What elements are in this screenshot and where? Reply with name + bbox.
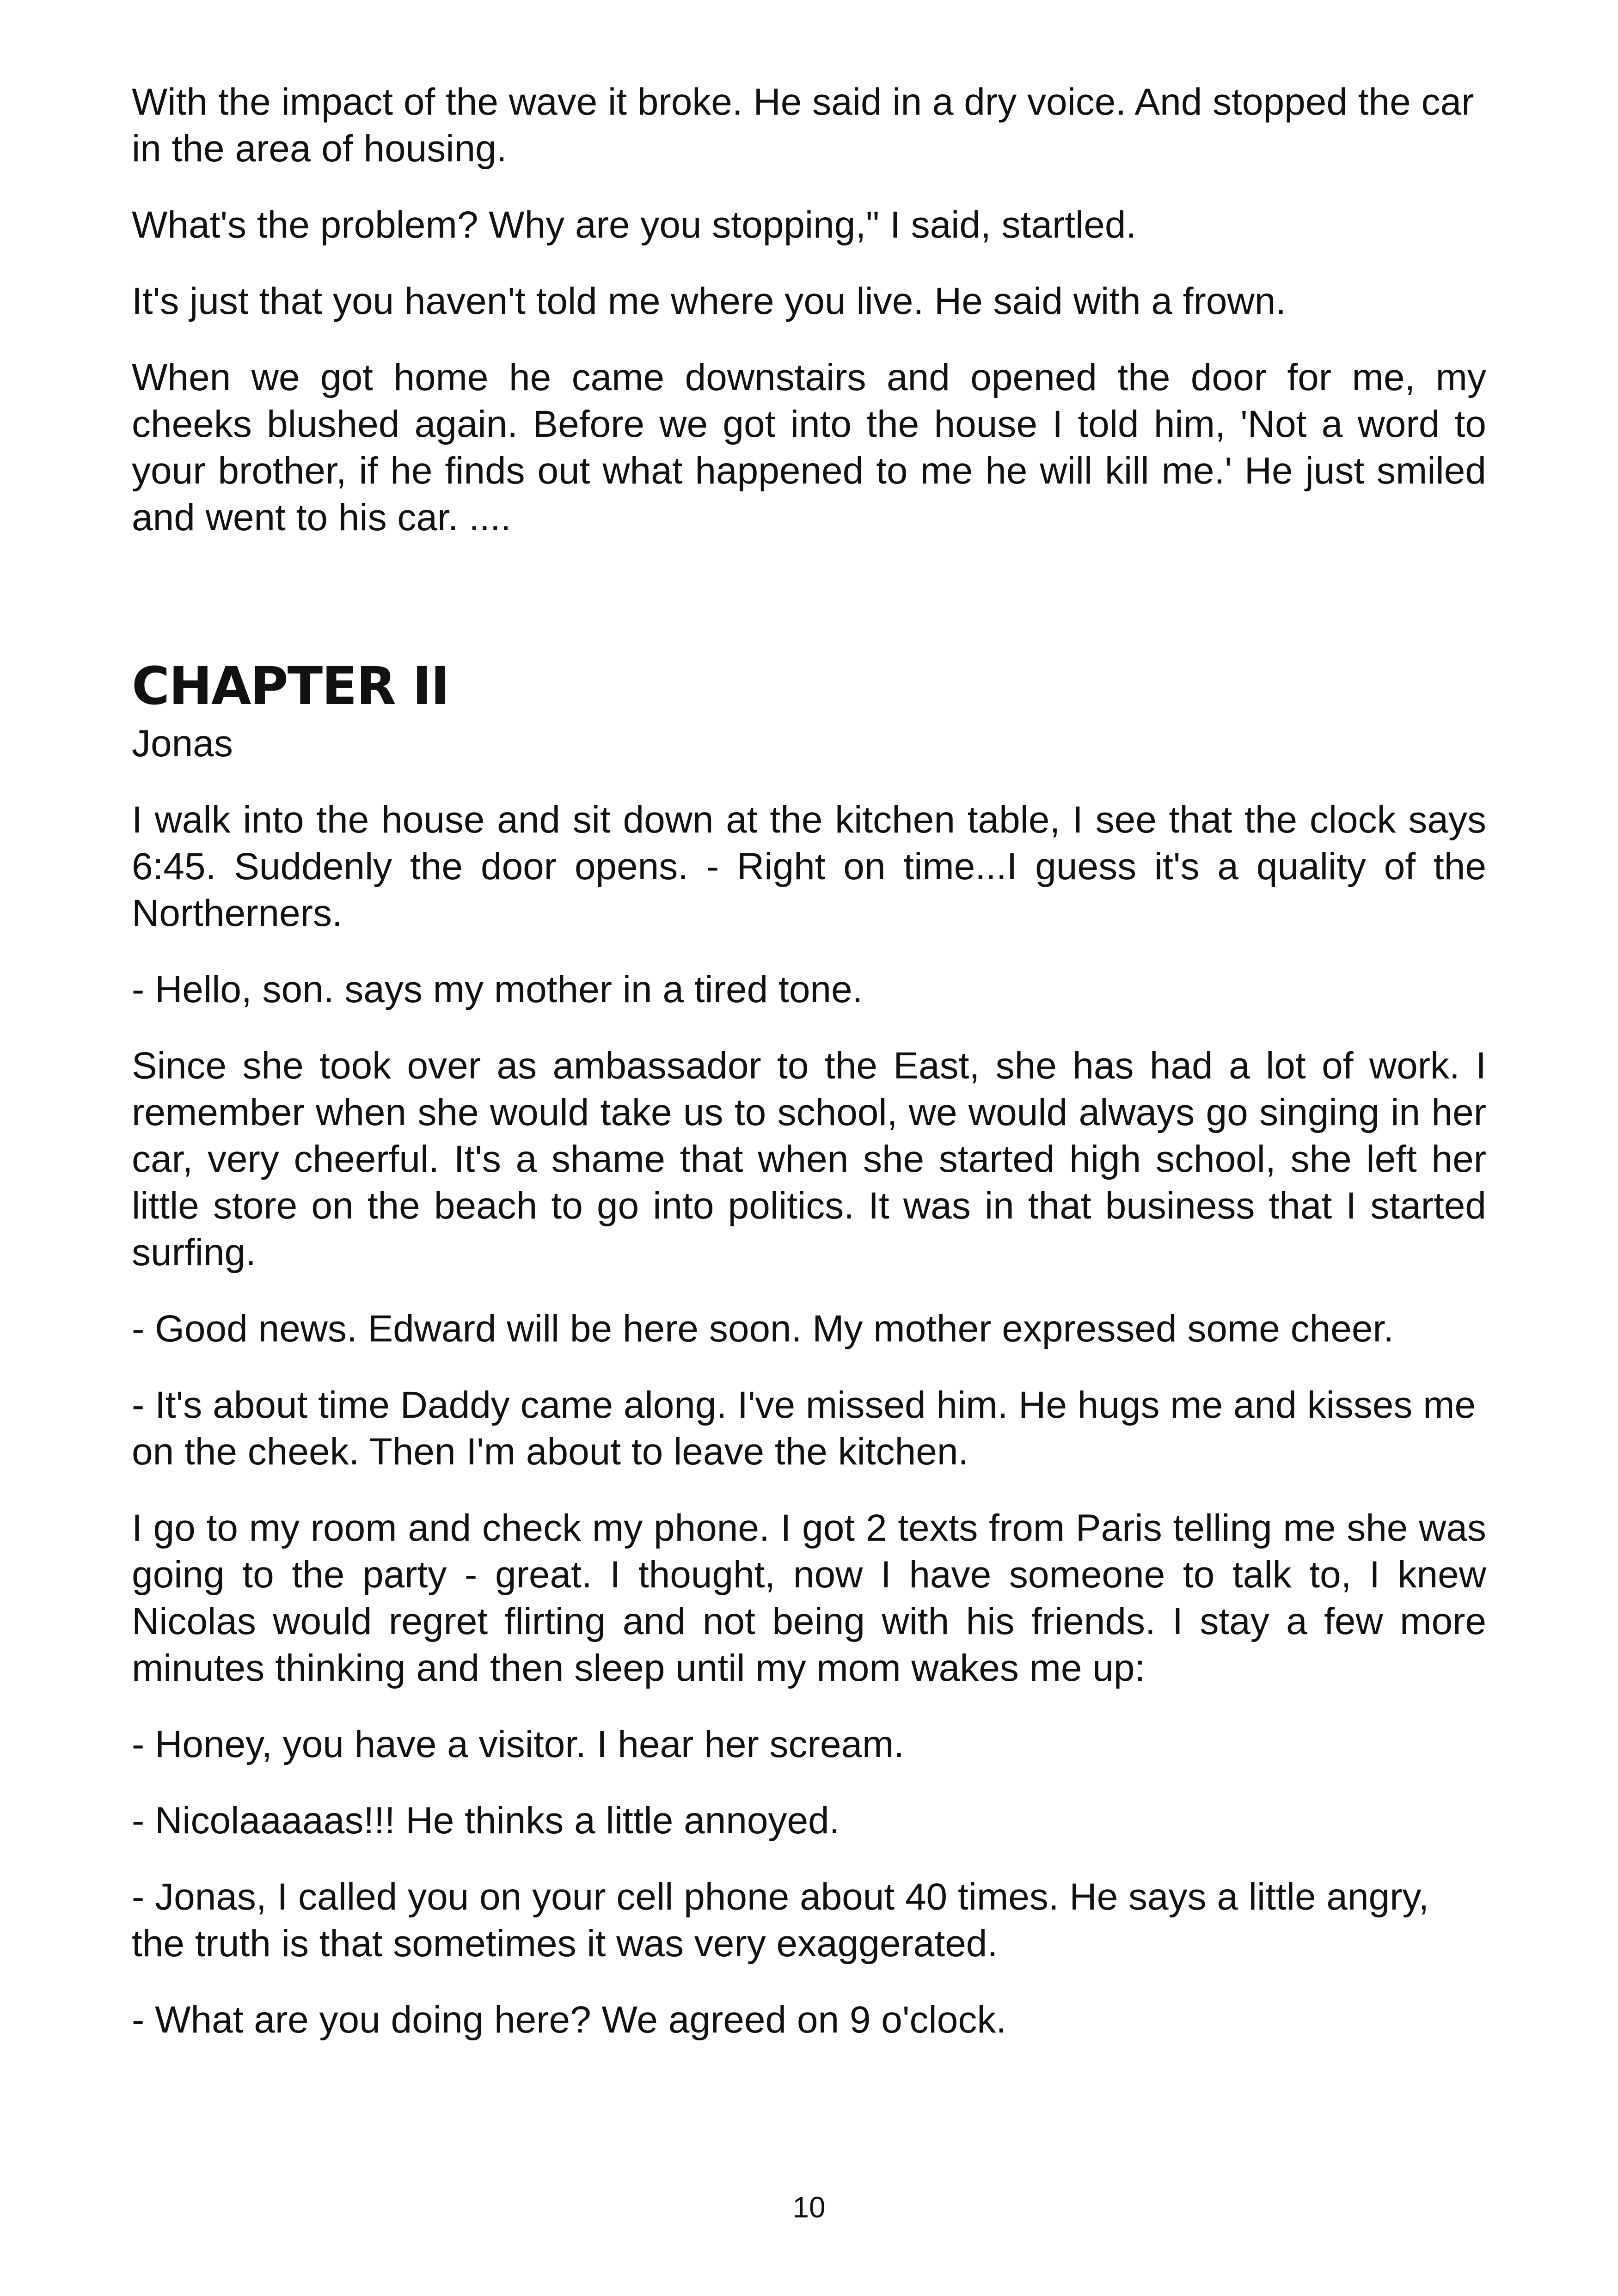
paragraph: With the impact of the wave it broke. He said in a dry voice. And stopped the car in the area of housing. [132,81,1474,170]
paragraph: I walk into the house and sit down at the kitchen table, I see that the clock says 6:45. Suddenly the door opens. - Right on time...I guess it's a quality of the Northerners. [132,799,1486,934]
paragraph: - Nicolaaaaas!!! He thinks a little annoyed. [132,1800,840,1842]
chapter-narrator: Jonas [132,722,233,765]
paragraph: - What are you doing here? We agreed on 9 o'clock. [132,1999,1007,2041]
page-body [132,79,1486,2073]
paragraph: It's just that you haven't told me where you live. He said with a frown. [132,280,1287,322]
paragraph: - Honey, you have a visitor. I hear her scream. [132,1723,905,1765]
paragraph: - Hello, son. says my mother in a tired tone. [132,968,863,1010]
paragraph: I go to my room and check my phone. I got 2 texts from Paris telling me she was going to the party - great. I thought, now I have someone to talk to, I knew Nicolas would regret flirting and not being with his friends. I stay a few more minutes thinking and then sleep until my mom wakes me up: [132,1507,1486,1689]
chapter-header [132,656,1486,767]
paragraph: What's the problem? Why are you stopping," I said, startled. [132,204,1137,246]
chapter-heading: CHAPTER II [132,656,449,716]
paragraph: - It's about time Daddy came along. I've missed him. He hugs me and kisses me on the cheek. Then I'm about to leave the kitchen. [132,1384,1476,1473]
paragraph: Since she took over as ambassador to the East, she has had a lot of work. I remember when she would take us to school, we would always go singing in her car, very cheerful. It's a shame that when she started high school, she left her little store on the beach to go into politics. It was in that business that I started surfing. [132,1045,1486,1274]
paragraph: - Good news. Edward will be here soon. My mother expressed some cheer. [132,1308,1394,1350]
paragraph: When we got home he came downstairs and opened the door for me, my cheeks blushed again. Before we got into the house I told him, 'Not a word to your brother, if he finds out what happened to me he will kill me.' He just smiled and went to his car. .... [132,356,1486,539]
page-number: 10 [792,2191,826,2224]
paragraph: - Jonas, I called you on your cell phone about 40 times. He says a little angry, the truth is that sometimes it was very exaggerated. [132,1876,1429,1965]
